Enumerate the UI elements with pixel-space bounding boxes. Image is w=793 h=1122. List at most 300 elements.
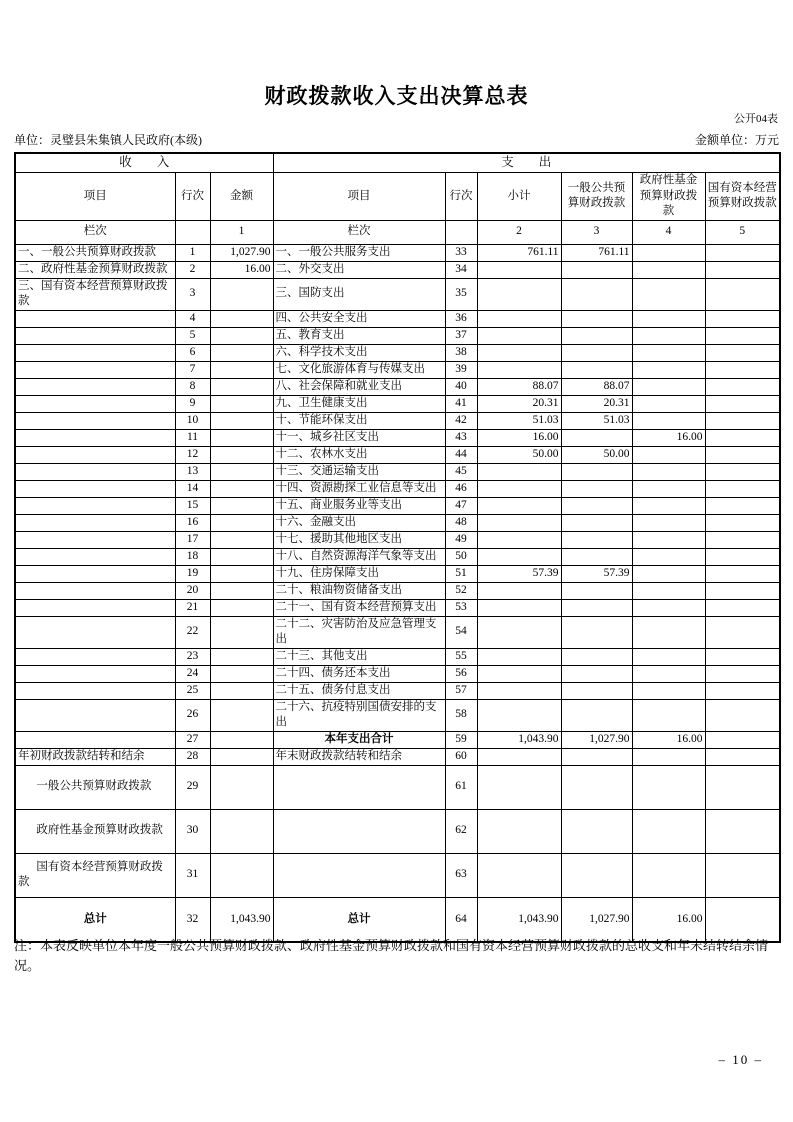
subtotal-cell: 16.00 xyxy=(477,429,561,446)
income-item-cell xyxy=(15,344,175,361)
state-capital-cell xyxy=(705,463,780,480)
table-row xyxy=(15,378,780,395)
general-budget-cell xyxy=(561,648,632,665)
income-item-cell xyxy=(15,480,175,497)
meta-row xyxy=(14,131,779,148)
income-item-cell xyxy=(15,648,175,665)
state-capital-cell xyxy=(705,682,780,699)
subtotal-cell xyxy=(477,582,561,599)
subtotal-cell: 1,043.90 xyxy=(477,731,561,748)
footnote: 注：本表反映单位本年度一般公共预算财政拨款、政府性基金预算财政拨款和国有资本经营预算财政拨款的总收支和年末结转结余情况。 xyxy=(14,938,769,973)
state-capital-cell xyxy=(705,565,780,582)
general-budget-cell xyxy=(561,480,632,497)
table-row xyxy=(15,244,780,261)
subtotal-cell xyxy=(477,809,561,853)
income-rowno-cell: 6 xyxy=(175,344,210,361)
govt-fund-cell xyxy=(632,278,705,310)
income-amount-cell xyxy=(210,446,273,463)
income-amount-cell xyxy=(210,412,273,429)
subtotal-cell xyxy=(477,261,561,278)
subtotal-cell xyxy=(477,278,561,310)
table-row xyxy=(15,514,780,531)
table-row xyxy=(15,310,780,327)
table-row xyxy=(15,261,780,278)
expense-item-cell: 十二、农林水支出 xyxy=(273,446,445,463)
expense-item-cell xyxy=(273,853,445,897)
income-item-cell xyxy=(15,514,175,531)
subtotal-cell: 20.31 xyxy=(477,395,561,412)
income-item-cell xyxy=(15,548,175,565)
table-row xyxy=(15,682,780,699)
state-capital-cell xyxy=(705,531,780,548)
income-amount-cell xyxy=(210,731,273,748)
general-budget-cell: 57.39 xyxy=(561,565,632,582)
table-row xyxy=(15,582,780,599)
income-item-cell xyxy=(15,682,175,699)
expense-rowno-cell: 38 xyxy=(445,344,477,361)
expense-item-cell: 四、公共安全支出 xyxy=(273,310,445,327)
table-row xyxy=(15,497,780,514)
income-item-cell xyxy=(15,599,175,616)
state-capital-cell xyxy=(705,514,780,531)
income-rowno-cell: 3 xyxy=(175,278,210,310)
expense-rowno-cell: 36 xyxy=(445,310,477,327)
expense-rowno-cell: 35 xyxy=(445,278,477,310)
income-item-cell xyxy=(15,412,175,429)
income-rowno-cell: 20 xyxy=(175,582,210,599)
general-budget-cell xyxy=(561,531,632,548)
income-amount-cell xyxy=(210,809,273,853)
state-capital-cell xyxy=(705,665,780,682)
general-budget-cell: 51.03 xyxy=(561,412,632,429)
income-item-cell xyxy=(15,565,175,582)
income-rowno-cell: 11 xyxy=(175,429,210,446)
income-amount-cell xyxy=(210,531,273,548)
table-row xyxy=(15,731,780,748)
subtotal-cell xyxy=(477,463,561,480)
income-rowno-cell: 9 xyxy=(175,395,210,412)
income-item-cell xyxy=(15,531,175,548)
col-header-income-amount: 金额 xyxy=(210,173,273,221)
subtotal-cell xyxy=(477,327,561,344)
table-row xyxy=(15,748,780,765)
income-rowno-cell: 23 xyxy=(175,648,210,665)
expense-item-cell: 年末财政拨款结转和结余 xyxy=(273,748,445,765)
income-item-cell xyxy=(15,429,175,446)
income-item-cell xyxy=(15,616,175,648)
income-amount-cell xyxy=(210,378,273,395)
table-row xyxy=(15,344,780,361)
subtotal-cell xyxy=(477,682,561,699)
state-capital-cell xyxy=(705,731,780,748)
income-item-cell: 三、国有资本经营预算财政拨款 xyxy=(15,278,175,310)
expense-item-cell: 五、教育支出 xyxy=(273,327,445,344)
table-row xyxy=(15,327,780,344)
expense-item-cell: 十七、援助其他地区支出 xyxy=(273,531,445,548)
govt-fund-cell xyxy=(632,682,705,699)
section-header-row xyxy=(15,153,780,173)
expense-rowno-cell: 44 xyxy=(445,446,477,463)
income-rowno-cell: 7 xyxy=(175,361,210,378)
subtotal-cell xyxy=(477,548,561,565)
subtotal-cell: 1,043.90 xyxy=(477,897,561,942)
state-capital-cell xyxy=(705,310,780,327)
expense-rowno-cell: 55 xyxy=(445,648,477,665)
table-row xyxy=(15,809,780,853)
income-rowno-cell: 18 xyxy=(175,548,210,565)
col-header-govt-fund-budget: 政府性基金预算财政拨款 xyxy=(632,173,705,221)
table-row xyxy=(15,565,780,582)
income-amount-cell xyxy=(210,548,273,565)
state-capital-cell xyxy=(705,853,780,897)
subtotal-cell xyxy=(477,648,561,665)
expense-item-cell: 十一、城乡社区支出 xyxy=(273,429,445,446)
income-rowno-cell: 16 xyxy=(175,514,210,531)
table-row xyxy=(15,648,780,665)
income-amount-cell xyxy=(210,429,273,446)
income-amount-cell xyxy=(210,765,273,809)
expense-rowno-cell: 40 xyxy=(445,378,477,395)
income-item-cell xyxy=(15,361,175,378)
income-amount-cell: 1,043.90 xyxy=(210,897,273,942)
expense-rowno-cell: 48 xyxy=(445,514,477,531)
column-index-4: 4 xyxy=(632,220,705,244)
income-rowno-cell: 21 xyxy=(175,599,210,616)
expense-rowno-cell: 60 xyxy=(445,748,477,765)
income-rowno-cell: 15 xyxy=(175,497,210,514)
income-rowno-cell: 31 xyxy=(175,853,210,897)
income-amount-cell xyxy=(210,480,273,497)
subtotal-cell: 51.03 xyxy=(477,412,561,429)
govt-fund-cell: 16.00 xyxy=(632,429,705,446)
govt-fund-cell xyxy=(632,648,705,665)
expense-item-cell: 三、国防支出 xyxy=(273,278,445,310)
income-rowno-cell: 26 xyxy=(175,699,210,731)
govt-fund-cell xyxy=(632,809,705,853)
expense-rowno-cell: 39 xyxy=(445,361,477,378)
expense-item-cell: 七、文化旅游体育与传媒支出 xyxy=(273,361,445,378)
expense-rowno-cell: 34 xyxy=(445,261,477,278)
income-rowno-cell: 4 xyxy=(175,310,210,327)
expense-item-cell: 二十六、抗疫特别国债安排的支出 xyxy=(273,699,445,731)
general-budget-cell: 88.07 xyxy=(561,378,632,395)
general-budget-cell xyxy=(561,853,632,897)
table-row xyxy=(15,599,780,616)
income-item-cell xyxy=(15,731,175,748)
state-capital-cell xyxy=(705,378,780,395)
table-row xyxy=(15,765,780,809)
income-amount-cell xyxy=(210,682,273,699)
expense-section-header: 支 出 xyxy=(273,153,780,173)
income-amount-cell xyxy=(210,648,273,665)
income-item-cell xyxy=(15,327,175,344)
expense-rowno-cell: 46 xyxy=(445,480,477,497)
income-amount-cell xyxy=(210,699,273,731)
column-index-label-expense: 栏次 xyxy=(273,220,445,244)
income-amount-cell: 16.00 xyxy=(210,261,273,278)
income-amount-cell xyxy=(210,582,273,599)
expense-item-cell: 十五、商业服务业等支出 xyxy=(273,497,445,514)
govt-fund-cell xyxy=(632,378,705,395)
general-budget-cell xyxy=(561,514,632,531)
expense-rowno-cell: 33 xyxy=(445,244,477,261)
expense-rowno-cell: 59 xyxy=(445,731,477,748)
income-amount-cell xyxy=(210,310,273,327)
subtotal-cell: 88.07 xyxy=(477,378,561,395)
subtotal-cell xyxy=(477,853,561,897)
table-row xyxy=(15,278,780,310)
expense-item-cell: 二、外交支出 xyxy=(273,261,445,278)
table-row xyxy=(15,463,780,480)
subtotal-cell xyxy=(477,665,561,682)
general-budget-cell: 50.00 xyxy=(561,446,632,463)
col-header-income-rowno: 行次 xyxy=(175,173,210,221)
expense-item-cell: 二十、粮油物资储备支出 xyxy=(273,582,445,599)
column-index-blank-1 xyxy=(175,220,210,244)
state-capital-cell xyxy=(705,748,780,765)
general-budget-cell: 20.31 xyxy=(561,395,632,412)
expense-rowno-cell: 63 xyxy=(445,853,477,897)
govt-fund-cell xyxy=(632,599,705,616)
expense-rowno-cell: 56 xyxy=(445,665,477,682)
govt-fund-cell xyxy=(632,361,705,378)
income-section-header: 收 入 xyxy=(15,153,273,173)
table-row xyxy=(15,616,780,648)
general-budget-cell xyxy=(561,682,632,699)
table-row xyxy=(15,412,780,429)
income-amount-cell xyxy=(210,599,273,616)
col-header-subtotal: 小计 xyxy=(477,173,561,221)
general-budget-cell xyxy=(561,463,632,480)
govt-fund-cell xyxy=(632,531,705,548)
govt-fund-cell xyxy=(632,463,705,480)
income-item-cell: 国有资本经营预算财政拨款 xyxy=(15,853,175,897)
subtotal-cell: 50.00 xyxy=(477,446,561,463)
income-amount-cell xyxy=(210,665,273,682)
expense-item-cell: 二十四、债务还本支出 xyxy=(273,665,445,682)
expense-item-cell: 十四、资源勘探工业信息等支出 xyxy=(273,480,445,497)
income-amount-cell xyxy=(210,514,273,531)
expense-item-cell: 二十一、国有资本经营预算支出 xyxy=(273,599,445,616)
income-item-cell xyxy=(15,665,175,682)
table-row xyxy=(15,395,780,412)
table-row xyxy=(15,531,780,548)
income-item-cell: 一、一般公共预算财政拨款 xyxy=(15,244,175,261)
expense-rowno-cell: 47 xyxy=(445,497,477,514)
govt-fund-cell xyxy=(632,582,705,599)
general-budget-cell: 1,027.90 xyxy=(561,731,632,748)
table-row xyxy=(15,480,780,497)
column-index-5: 5 xyxy=(705,220,780,244)
govt-fund-cell xyxy=(632,748,705,765)
expense-rowno-cell: 45 xyxy=(445,463,477,480)
col-header-expense-item: 项目 xyxy=(273,173,445,221)
state-capital-cell xyxy=(705,412,780,429)
state-capital-cell xyxy=(705,699,780,731)
col-header-expense-rowno: 行次 xyxy=(445,173,477,221)
state-capital-cell xyxy=(705,261,780,278)
state-capital-cell xyxy=(705,616,780,648)
govt-fund-cell xyxy=(632,853,705,897)
column-index-3: 3 xyxy=(561,220,632,244)
income-rowno-cell: 14 xyxy=(175,480,210,497)
state-capital-cell xyxy=(705,278,780,310)
expense-item-cell: 八、社会保障和就业支出 xyxy=(273,378,445,395)
state-capital-cell xyxy=(705,809,780,853)
govt-fund-cell xyxy=(632,616,705,648)
expense-rowno-cell: 53 xyxy=(445,599,477,616)
column-header-row xyxy=(15,173,780,221)
general-budget-cell xyxy=(561,548,632,565)
govt-fund-cell xyxy=(632,765,705,809)
govt-fund-cell xyxy=(632,446,705,463)
subtotal-cell xyxy=(477,748,561,765)
expense-rowno-cell: 50 xyxy=(445,548,477,565)
expense-item-cell: 总计 xyxy=(273,897,445,942)
column-index-blank-2 xyxy=(445,220,477,244)
page-title: 财政拨款收入支出决算总表 xyxy=(264,85,529,108)
govt-fund-cell xyxy=(632,327,705,344)
state-capital-cell xyxy=(705,344,780,361)
state-capital-cell xyxy=(705,361,780,378)
state-capital-cell xyxy=(705,480,780,497)
income-amount-cell xyxy=(210,748,273,765)
expense-item-cell: 十八、自然资源海洋气象等支出 xyxy=(273,548,445,565)
govt-fund-cell xyxy=(632,480,705,497)
table-body xyxy=(15,244,780,942)
govt-fund-cell: 16.00 xyxy=(632,897,705,942)
state-capital-cell xyxy=(705,395,780,412)
general-budget-cell xyxy=(561,327,632,344)
expense-rowno-cell: 54 xyxy=(445,616,477,648)
income-rowno-cell: 24 xyxy=(175,665,210,682)
subtotal-cell xyxy=(477,765,561,809)
subtotal-cell xyxy=(477,310,561,327)
expense-item-cell: 本年支出合计 xyxy=(273,731,445,748)
general-budget-cell xyxy=(561,361,632,378)
expense-rowno-cell: 43 xyxy=(445,429,477,446)
subtotal-cell xyxy=(477,699,561,731)
govt-fund-cell xyxy=(632,261,705,278)
income-item-cell xyxy=(15,497,175,514)
subtotal-cell xyxy=(477,497,561,514)
expense-item-cell: 一、一般公共服务支出 xyxy=(273,244,445,261)
general-budget-cell xyxy=(561,665,632,682)
expense-rowno-cell: 61 xyxy=(445,765,477,809)
general-budget-cell xyxy=(561,809,632,853)
govt-fund-cell xyxy=(632,699,705,731)
subtotal-cell xyxy=(477,514,561,531)
income-rowno-cell: 32 xyxy=(175,897,210,942)
col-header-state-capital-budget: 国有资本经营预算财政拨款 xyxy=(705,173,780,221)
general-budget-cell: 761.11 xyxy=(561,244,632,261)
subtotal-cell xyxy=(477,344,561,361)
income-item-cell xyxy=(15,446,175,463)
income-amount-cell xyxy=(210,616,273,648)
state-capital-cell xyxy=(705,582,780,599)
expense-rowno-cell: 41 xyxy=(445,395,477,412)
income-rowno-cell: 29 xyxy=(175,765,210,809)
subtotal-cell xyxy=(477,531,561,548)
state-capital-cell xyxy=(705,446,780,463)
expense-rowno-cell: 58 xyxy=(445,699,477,731)
income-item-cell xyxy=(15,310,175,327)
income-rowno-cell: 25 xyxy=(175,682,210,699)
govt-fund-cell xyxy=(632,497,705,514)
income-item-cell xyxy=(15,463,175,480)
income-amount-cell xyxy=(210,565,273,582)
expense-rowno-cell: 62 xyxy=(445,809,477,853)
income-item-cell xyxy=(15,582,175,599)
state-capital-cell xyxy=(705,244,780,261)
income-rowno-cell: 28 xyxy=(175,748,210,765)
general-budget-cell xyxy=(561,429,632,446)
income-amount-cell xyxy=(210,395,273,412)
expense-rowno-cell: 52 xyxy=(445,582,477,599)
state-capital-cell xyxy=(705,765,780,809)
expense-item-cell: 二十二、灾害防治及应急管理支出 xyxy=(273,616,445,648)
income-rowno-cell: 8 xyxy=(175,378,210,395)
expense-item-cell: 十六、金融支出 xyxy=(273,514,445,531)
state-capital-cell xyxy=(705,327,780,344)
expense-item-cell: 九、卫生健康支出 xyxy=(273,395,445,412)
income-amount-cell xyxy=(210,463,273,480)
expense-item-cell: 二十三、其他支出 xyxy=(273,648,445,665)
general-budget-cell xyxy=(561,344,632,361)
subtotal-cell: 761.11 xyxy=(477,244,561,261)
column-index-2: 2 xyxy=(477,220,561,244)
table-row xyxy=(15,699,780,731)
income-rowno-cell: 13 xyxy=(175,463,210,480)
income-amount-cell: 1,027.90 xyxy=(210,244,273,261)
col-header-general-public-budget: 一般公共预算财政拨款 xyxy=(561,173,632,221)
income-rowno-cell: 30 xyxy=(175,809,210,853)
income-rowno-cell: 17 xyxy=(175,531,210,548)
income-rowno-cell: 1 xyxy=(175,244,210,261)
subtotal-cell: 57.39 xyxy=(477,565,561,582)
table-row xyxy=(15,853,780,897)
income-rowno-cell: 10 xyxy=(175,412,210,429)
govt-fund-cell xyxy=(632,548,705,565)
page-number: – 10 – xyxy=(718,1052,763,1067)
form-code-label: 公开04表 xyxy=(734,113,778,125)
income-amount-cell xyxy=(210,278,273,310)
subtotal-cell xyxy=(477,361,561,378)
general-budget-cell xyxy=(561,310,632,327)
general-budget-cell xyxy=(561,582,632,599)
income-rowno-cell: 2 xyxy=(175,261,210,278)
income-rowno-cell: 19 xyxy=(175,565,210,582)
govt-fund-cell xyxy=(632,665,705,682)
income-rowno-cell: 27 xyxy=(175,731,210,748)
column-index-label-income: 栏次 xyxy=(15,220,175,244)
subtotal-cell xyxy=(477,480,561,497)
income-item-cell xyxy=(15,378,175,395)
govt-fund-cell: 16.00 xyxy=(632,731,705,748)
state-capital-cell xyxy=(705,548,780,565)
subtotal-cell xyxy=(477,616,561,648)
expense-rowno-cell: 64 xyxy=(445,897,477,942)
general-budget-cell xyxy=(561,278,632,310)
general-budget-cell xyxy=(561,599,632,616)
govt-fund-cell xyxy=(632,514,705,531)
income-rowno-cell: 5 xyxy=(175,327,210,344)
govt-fund-cell xyxy=(632,344,705,361)
amount-unit-label: 金额单位：万元 xyxy=(694,133,779,147)
govt-fund-cell xyxy=(632,310,705,327)
expense-rowno-cell: 37 xyxy=(445,327,477,344)
general-budget-cell xyxy=(561,765,632,809)
